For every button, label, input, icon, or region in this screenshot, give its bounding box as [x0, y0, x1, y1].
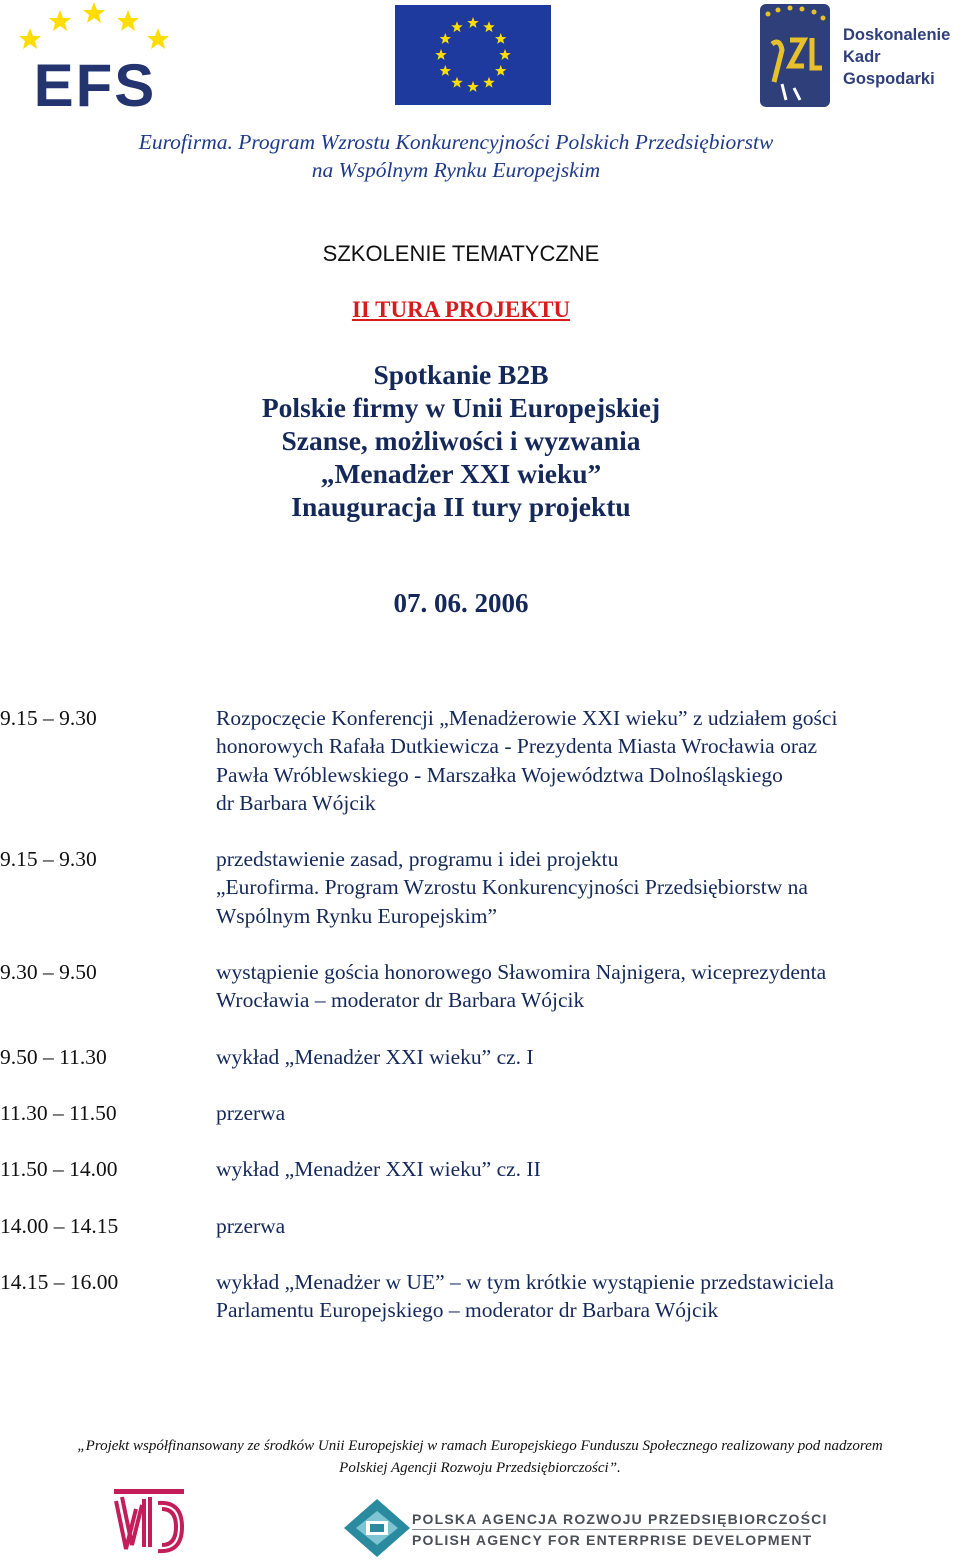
agenda-schedule — [0, 704, 960, 1352]
agenda-line: Wrocławia – moderator dr Barbara Wójcik — [216, 988, 585, 1013]
agenda-line: Wspólnym Rynku Europejskim” — [216, 903, 498, 928]
agenda-line: Parlamentu Europejskiego – moderator dr Barbara Wójcik — [216, 1298, 719, 1323]
agenda-description — [216, 1155, 946, 1183]
eu-flag-graphic — [395, 5, 551, 105]
footer-note-line: „Projekt współfinansowany ze środków Unii Europejskiej w ramach Europejskiego Funduszu Społecznego realizowany pod nadzorem — [77, 1438, 883, 1454]
wl-logo-graphic — [112, 1487, 187, 1560]
dkg-logo-text — [843, 24, 960, 90]
agenda-time: 9.50 – 11.30 — [0, 1044, 107, 1069]
agenda-time: 14.00 – 14.15 — [0, 1213, 119, 1238]
agenda-item — [0, 1268, 960, 1325]
agenda-line: wystąpienie gościa honorowego Sławomira Najnigera, wiceprezydenta — [216, 960, 827, 985]
agenda-description — [216, 1043, 946, 1071]
agenda-line: przerwa — [216, 1213, 286, 1238]
efs-logo-text: EFS — [33, 52, 157, 112]
footer-note-line: Polskiej Agencji Rozwoju Przedsiębiorczości”. — [339, 1460, 621, 1476]
agenda-line: wykład „Menadżer XXI wieku” cz. I — [216, 1044, 534, 1069]
agenda-description — [216, 958, 946, 1015]
section-label: SZKOLENIE TEMATYCZNE — [322, 241, 600, 266]
agenda-item — [0, 845, 960, 930]
agenda-time: 9.15 – 9.30 — [0, 706, 97, 730]
agenda-item — [0, 1043, 960, 1071]
agenda-description — [216, 1099, 946, 1127]
parp-logo — [342, 1497, 828, 1559]
round-label: II TURA PROJEKTU — [351, 297, 571, 322]
agenda-line: Pawła Wróblewskiego - Marszałka Województwa Dolnośląskiego — [216, 762, 783, 787]
event-title-line: Inauguracja II tury projektu — [291, 491, 631, 522]
agenda-line: honorowych Rafała Dutkiewicza - Prezydenta Miasta Wrocławia oraz — [216, 734, 818, 759]
event-title-line: Szanse, możliwości i wyzwania — [281, 425, 641, 456]
program-title-line: Eurofirma. Program Wzrostu Konkurencyjności Polskich Przedsiębiorstw — [138, 130, 774, 154]
efs-stars — [19, 2, 169, 49]
agenda-line: wykład „Menadżer XXI wieku” cz. II — [216, 1157, 541, 1182]
agenda-description — [216, 1212, 946, 1240]
wl-logo — [112, 1487, 187, 1560]
agenda-time: 11.30 – 11.50 — [0, 1100, 117, 1125]
agenda-line: Rozpoczęcie Konferencji „Menadżerowie XXI wieku” z udziałem gości — [216, 706, 838, 730]
agenda-item — [0, 1212, 960, 1240]
efs-logo — [10, 0, 180, 112]
agenda-line: przerwa — [216, 1100, 286, 1125]
program-title-line: na Wspólnym Rynku Europejskim — [311, 158, 601, 182]
agenda-time: 9.30 – 9.50 — [0, 960, 97, 985]
dkg-logo — [760, 4, 960, 109]
agenda-time: 9.15 – 9.30 — [0, 847, 97, 872]
agenda-line: wykład „Menadżer w UE” – w tym krótkie wystąpienie przedstawiciela — [216, 1269, 834, 1294]
dkg-logo-line: Gospodarki — [843, 70, 935, 88]
agenda-item — [0, 958, 960, 1015]
agenda-item — [0, 1099, 960, 1127]
agenda-description — [216, 845, 946, 930]
agenda-time: 14.15 – 16.00 — [0, 1269, 119, 1294]
agenda-line: „Eurofirma. Program Wzrostu Konkurencyjności Przedsiębiorstw na — [216, 875, 808, 900]
efs-logo-graphic — [10, 0, 180, 112]
dkg-logo-mark — [760, 4, 830, 107]
agenda-item — [0, 704, 960, 817]
dkg-logo-line: Doskonalenie — [843, 26, 951, 44]
agenda-description — [216, 1268, 946, 1325]
program-title — [0, 128, 912, 184]
parp-logo-mark — [342, 1497, 412, 1559]
dkg-logo-line: Kadr — [843, 48, 881, 66]
eu-flag-logo — [395, 5, 551, 105]
agenda-item — [0, 1155, 960, 1183]
event-title-line: „Menadżer XXI wieku” — [320, 458, 602, 489]
event-title-line: Polskie firmy w Unii Europejskiej — [261, 392, 661, 423]
event-title-line: Spotkanie B2B — [373, 359, 549, 390]
agenda-time: 11.50 – 14.00 — [0, 1157, 118, 1182]
agenda-description — [216, 704, 946, 817]
parp-logo-text-pl: POLSKA AGENCJA ROZWOJU PRZEDSIĘBIORCZOŚCI — [412, 1511, 828, 1527]
event-titles — [0, 358, 922, 523]
event-date: 07. 06. 2006 — [393, 588, 529, 618]
agenda-line: przedstawienie zasad, programu i idei projektu — [216, 847, 619, 872]
parp-logo-text-en: POLISH AGENCY FOR ENTERPRISE DEVELOPMENT — [412, 1532, 813, 1548]
agenda-line: dr Barbara Wójcik — [216, 790, 376, 815]
parp-logo-divider — [412, 1529, 810, 1530]
footer-note — [0, 1435, 960, 1479]
